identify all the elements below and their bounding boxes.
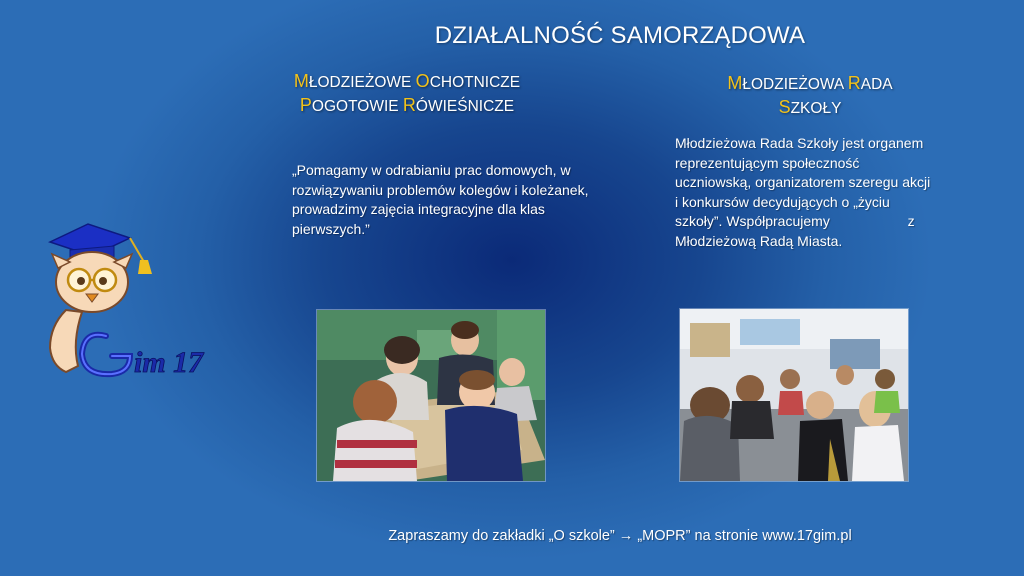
heading-cap: M [727, 73, 743, 93]
slide-title: DZIAŁALNOŚĆ SAMORZĄDOWA [434, 22, 806, 49]
mrs-description [675, 134, 960, 251]
footer-info: Zapraszamy do zakładki „O szkole” → „MOPR” na stronie www.17gim.pl [388, 528, 852, 544]
mopr-heading-line1 [262, 70, 552, 94]
heading-word: ŁODZIEŻOWE [308, 74, 416, 91]
heading-cap: O [415, 71, 430, 91]
heading-cap: R [847, 73, 861, 93]
mrs-description-line: Młodzieżowa Rada Szkoły jest organem [675, 135, 924, 151]
mrs-description-line: Młodzieżową Radą Miasta. [675, 232, 843, 249]
classroom-meeting-photo [680, 309, 908, 481]
mrs-description-line: uczniowską, organizatorem szeregu akcji [675, 174, 931, 190]
mrs-heading-line2 [700, 96, 920, 120]
heading-word: ADA [860, 76, 893, 93]
heading-word: ZKOŁY [790, 100, 842, 117]
heading-cap: R [402, 95, 416, 115]
heading-cap: P [299, 95, 312, 115]
mrs-meeting-photo [679, 308, 909, 482]
mopr-description: „Pomagamy w odrabianiu prac domowych, w rozwiązywaniu problemów kolegów i koleżanek, prowadzimy zajęcia integracyjne dla klas pierwszych.” [292, 162, 589, 237]
heading-word: OGOTOWIE [311, 98, 403, 115]
svg-text:im 17: im 17 [134, 346, 204, 379]
mrs-heading-line1 [700, 72, 920, 96]
mrs-description-line: reprezentującym społeczność [675, 154, 860, 171]
students-at-table-photo [317, 310, 545, 481]
mopr-heading [262, 70, 552, 118]
heading-word: CHOTNICZE [429, 74, 521, 91]
heading-word: ÓWIEŚNICZE [415, 98, 515, 115]
mrs-heading [700, 72, 920, 120]
school-logo [36, 216, 222, 386]
heading-cap: M [293, 71, 309, 91]
mrs-description-line: i konkursów decydujących o „życiu [675, 193, 890, 210]
mrs-description-line: szkoły”. Współpracujemy z [675, 213, 915, 229]
heading-cap: S [778, 97, 791, 117]
mopr-students-photo [316, 309, 546, 482]
owl-mascot-icon [36, 216, 222, 386]
mopr-heading-line2 [262, 94, 552, 118]
heading-word: ŁODZIEŻOWA [742, 76, 848, 93]
